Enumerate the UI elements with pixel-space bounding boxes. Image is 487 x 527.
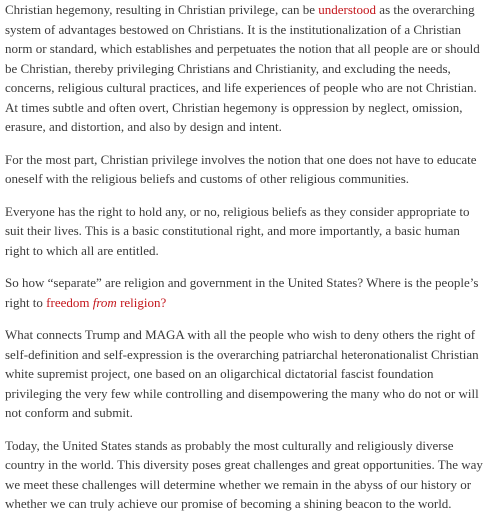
paragraph-diversity: Today, the United States stands as probably the most culturally and religiously diverse country in the world. This diversity poses great challenges and great opportunities. The way we meet these challenges will determine whether we remain in the abyss of our history or whether we can truly achieve our promise of becoming a shining beacon to the world.	[5, 437, 483, 511]
paragraph-christian-hegemony	[5, 0, 483, 137]
understood-link[interactable]: understood	[318, 2, 377, 17]
paragraph-religious-rights: Everyone has the right to hold any, or no, religious beliefs as they consider appropriate to suit their lives. This is a basic constitutional right, and more importantly, a basic human right to which all are entitled.	[5, 203, 470, 258]
paragraph-christian-privilege: For the most part, Christian privilege involves the notion that one does not have to educate oneself with the religious beliefs and customs of other religious communities.	[5, 151, 477, 186]
paragraph-text: So how “separate” are religion and government in the United States? Where is the people’s right to	[5, 275, 479, 310]
link-italic-text: from	[92, 294, 117, 310]
paragraph-separation-question	[5, 273, 483, 312]
freedom-from-religion-link[interactable]	[46, 295, 166, 310]
article-body	[5, 0, 483, 527]
link-text: freedom	[46, 294, 93, 310]
paragraph-text: as the overarching system of advantages bestowed on Christians. It is the institutionalization of a Christian norm or standard, which establishes and perpetuates the notion that all people are or should be Christian, thereby privileging Christians and Christianity, and excluding the needs, concerns, religious cultural practices, and life experiences of people who are not Christian. At times subtle and often overt, Christian hegemony is oppression by neglect, omission, erasure, and distortion, and also by design and intent.	[5, 2, 480, 134]
paragraph-text: Christian hegemony, resulting in Christian privilege, can be	[5, 2, 319, 17]
paragraph-maga: What connects Trump and MAGA with all the people who wish to deny others the right of self-definition and self-expression is the overarching patriarchal heteronationalist Christian white supremist project, one based on an oligarchical dictatorial fascist foundation privileging the very few while controlling and disempowering the many who do not or will not conform and submit.	[5, 327, 479, 420]
link-text: religion?	[116, 294, 167, 310]
